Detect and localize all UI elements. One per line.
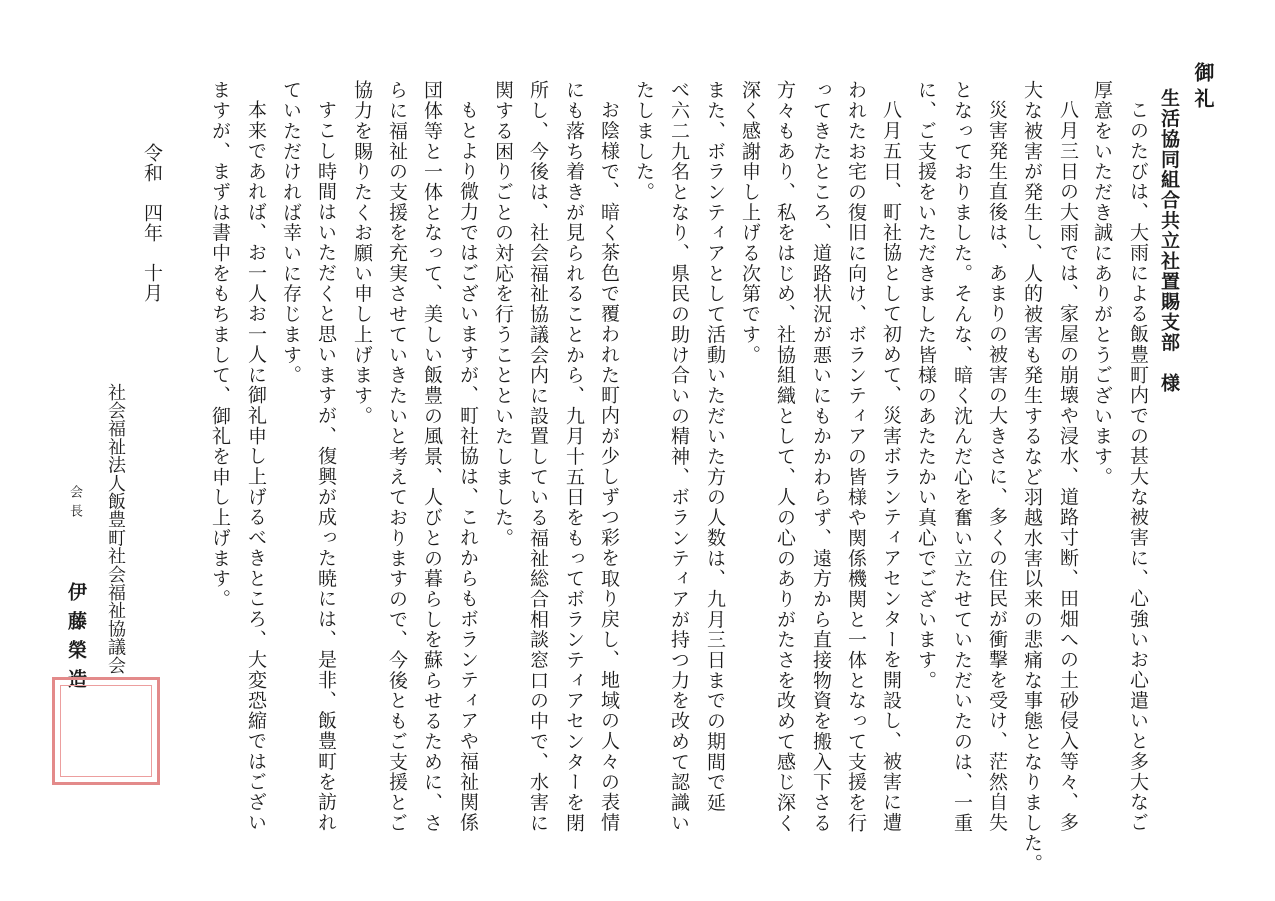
body-line: 団体等と一体となって、美しい飯豊の風景、人びとの暮らしを蘇らせるために、さ [421,80,443,833]
body-line: らに福祉の支援を充実させていきたいと考えておりますので、今後ともご支援とご [386,80,408,833]
body-line: に、ご支援をいただきました皆様のあたたかい真心でございます。 [915,80,937,691]
sender-name: 伊藤榮造 [65,582,87,698]
body-line: 関する困りごとの対応を行うことといたしました。 [492,80,514,549]
body-line: 本来であれば、お一人お一人に御礼申し上げるべきところ、大変恐縮ではござい [245,100,267,833]
body-line: 厚意をいただき誠にありがとうございます。 [1091,80,1113,487]
body-line: もとより微力ではございますが、町社協は、これからもボランティアや福祉関係 [457,100,479,833]
body-line: 深く感謝申し上げる次第です。 [739,80,761,365]
body-line: ていただければ幸いに存じます。 [280,80,302,386]
sender-organization: 社会福祉法人飯豊町社会福祉協議会 [105,383,126,675]
body-line: 八月三日の大雨では、家屋の崩壊や浸水、道路寸断、田畑への土砂侵入等々、多 [1057,100,1079,833]
body-line: 協力を賜りたくお願い申し上げます。 [351,80,373,426]
body-line: たしました。 [633,80,655,203]
body-line: ますが、まずは書中をもちまして、御礼を申し上げます。 [209,80,231,610]
body-line: 大な被害が発生し、人的被害も発生するなど羽越水害以来の悲痛な事態となりました。 [1021,80,1043,874]
official-seal [52,677,160,785]
body-line: にも落ち着きが見られることから、九月十五日をもってボランティアセンターを閉 [563,80,585,833]
addressee: 生活協同組合共立社置賜支部 様 [1158,88,1180,394]
body-line: べ六二九名となり、県民の助け合いの精神、ボランティアが持つ力を改めて認識い [668,80,690,833]
body-line: ってきたところ、道路状況が悪いにもかかわらず、遠方から直接物資を搬入下さる [810,80,832,833]
body-line: お陰様で、暗く茶色で覆われた町内が少しずつ彩を取り戻し、地域の人々の表情 [598,100,620,833]
letter-title: 御礼 [1191,62,1215,114]
body-line: また、ボランティアとして活動いただいた方の人数は、九月三日までの期間で延 [704,80,726,813]
sender-role: 会長 [67,485,82,523]
body-line: となっておりました。そんな、暗く沈んだ心を奮い立たせていただいたのは、一重 [951,80,973,833]
body-line: 災害発生直後は、あまりの被害の大きさに、多くの住民が衝撃を受け、茫然自失 [986,100,1008,833]
body-line: すこし時間はいただくと思いますが、復興が成った暁には、是非、飯豊町を訪れ [315,100,337,833]
body-line: 八月五日、町社協として初めて、災害ボランティアセンターを開設し、被害に遭 [880,100,902,833]
body-line: 所し、今後は、社会福祉協議会内に設置している福祉総合相談窓口の中で、水害に [527,80,549,833]
letter-date: 令和 四年 十月 [141,143,163,303]
seal-inner-border [60,685,152,777]
body-line: このたびは、大雨による飯豊町内での甚大な被害に、心強いお心遣いと多大なご [1127,100,1149,833]
body-line: 方々もあり、私をはじめ、社協組織として、人の心のありがたさを改めて感じ深く [774,80,796,833]
body-line: われたお宅の復旧に向け、ボランティアの皆様や関係機関と一体となって支援を行 [845,80,867,833]
